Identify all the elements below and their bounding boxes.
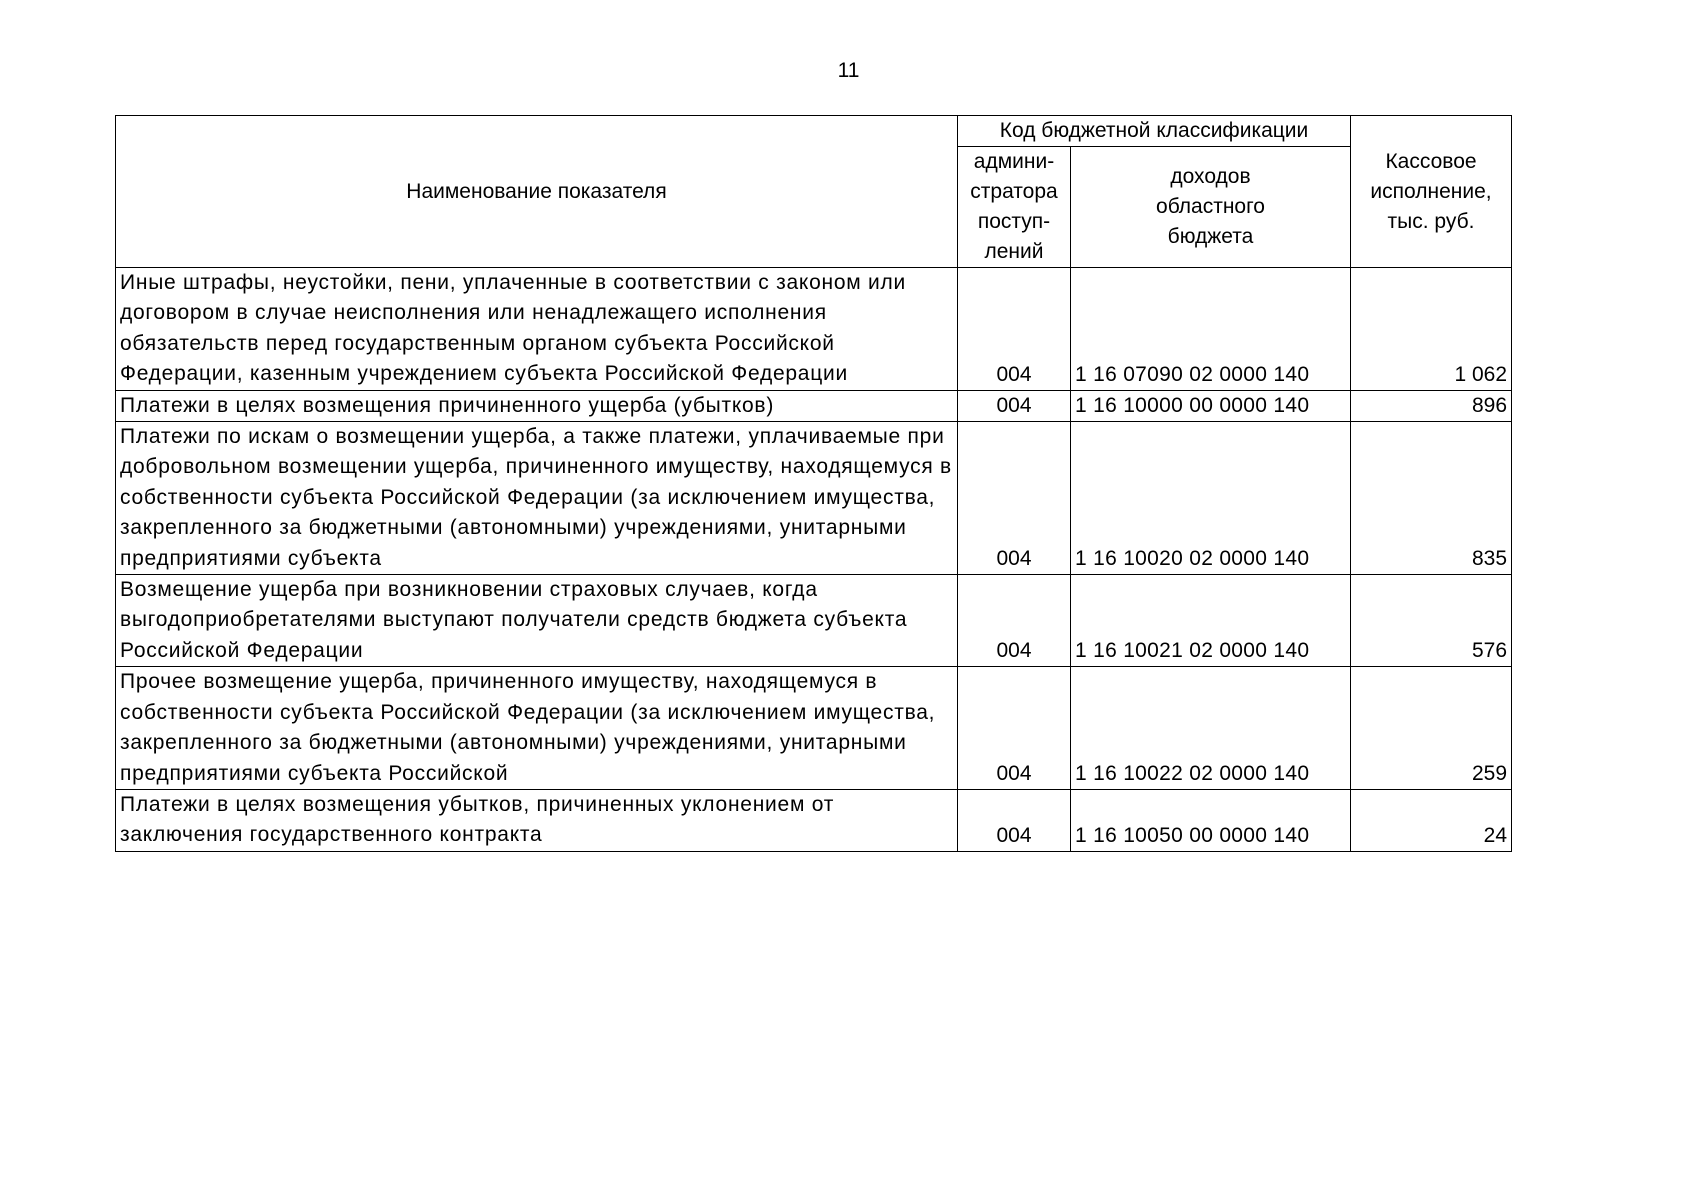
- header-admin-line: стратора: [970, 180, 1058, 203]
- header-sum-line: исполнение,: [1370, 179, 1492, 203]
- income-code: 1 16 10050 00 0000 140: [1071, 789, 1351, 851]
- income-code: 1 16 10020 02 0000 140: [1071, 422, 1351, 575]
- header-code: [1071, 147, 1351, 268]
- admin-code: 004: [958, 667, 1071, 790]
- header-code-line: бюджета: [1167, 225, 1254, 248]
- header-admin-line: лений: [984, 240, 1044, 263]
- income-code: 1 16 10000 00 0000 140: [1071, 390, 1351, 421]
- header-name: Наименование показателя: [116, 116, 958, 268]
- income-code: 1 16 10022 02 0000 140: [1071, 667, 1351, 790]
- admin-code: 004: [958, 422, 1071, 575]
- header-sum-line: тыс. руб.: [1387, 209, 1475, 233]
- cash-execution: 576: [1351, 575, 1512, 667]
- income-code: 1 16 07090 02 0000 140: [1071, 268, 1351, 391]
- cash-execution: 896: [1351, 390, 1512, 421]
- indicator-name: Платежи в целях возмещения убытков, причиненных уклонением от заключения государственного контракта: [116, 789, 958, 851]
- table-row: [116, 575, 1512, 667]
- admin-code: 004: [958, 268, 1071, 391]
- indicator-name: Платежи в целях возмещения причиненного ущерба (убытков): [116, 390, 958, 421]
- admin-code: 004: [958, 575, 1071, 667]
- indicator-name: Платежи по искам о возмещении ущерба, а также платежи, уплачиваемые при добровольном возмещении ущерба, причиненного имуществу, находящемуся в собственности субъекта Российской Федерации (за исключением имущества, закрепленного за бюджетными (автономными) учреждениями, унитарными предприятиями субъекта: [116, 422, 958, 575]
- header-sum: [1351, 116, 1512, 268]
- admin-code: 004: [958, 789, 1071, 851]
- indicator-name: Иные штрафы, неустойки, пени, уплаченные в соответствии с законом или договором в случае неисполнения или ненадлежащего исполнения обязательств перед государственным органом субъекта Российской Федерации, казенным учреждением субъекта Российской Федерации: [116, 268, 958, 391]
- header-row-1: [116, 116, 1512, 147]
- cash-execution: 1 062: [1351, 268, 1512, 391]
- table-row: [116, 667, 1512, 790]
- table-row: [116, 268, 1512, 391]
- indicator-name: Возмещение ущерба при возникновении страховых случаев, когда выгодоприобретателями выступают получатели средств бюджета субъекта Российской Федерации: [116, 575, 958, 667]
- header-admin: [958, 147, 1071, 268]
- income-code: 1 16 10021 02 0000 140: [1071, 575, 1351, 667]
- cash-execution: 835: [1351, 422, 1512, 575]
- table-row: [116, 390, 1512, 421]
- header-code-line: доходов: [1170, 165, 1251, 188]
- budget-table: [115, 115, 1512, 852]
- header-code-group: Код бюджетной классификации: [958, 116, 1351, 147]
- page-number: 11: [837, 59, 860, 82]
- indicator-name: Прочее возмещение ущерба, причиненного имуществу, находящемуся в собственности субъекта Российской Федерации (за исключением имущества, закрепленного за бюджетными (автономными) учреждениями, унитарными предприятиями субъекта Российской: [116, 667, 958, 790]
- cash-execution: 24: [1351, 789, 1512, 851]
- table-row: [116, 789, 1512, 851]
- header-code-line: областного: [1156, 195, 1265, 218]
- header-sum-line: Кассовое: [1385, 149, 1477, 173]
- table-row: [116, 422, 1512, 575]
- cash-execution: 259: [1351, 667, 1512, 790]
- admin-code: 004: [958, 390, 1071, 421]
- header-admin-line: админи-: [973, 150, 1055, 173]
- header-admin-line: поступ-: [977, 210, 1051, 233]
